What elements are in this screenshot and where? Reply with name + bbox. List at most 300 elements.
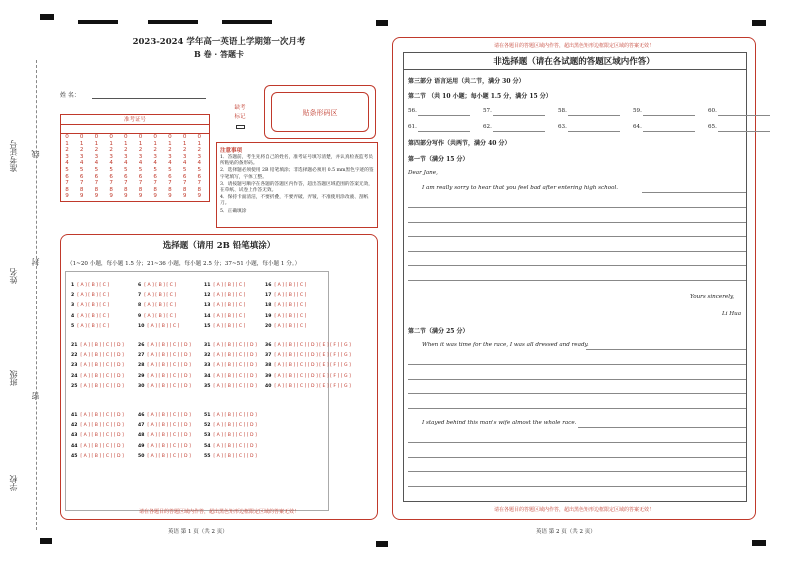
answer-row[interactable]: [204, 384, 257, 389]
digit-bubble[interactable]: 8: [168, 186, 172, 193]
corner-mark: [376, 541, 388, 547]
digit-bubble[interactable]: 0: [65, 134, 69, 140]
digit-bubble[interactable]: 6: [109, 173, 113, 180]
answer-row[interactable]: [204, 293, 245, 298]
digit-bubble[interactable]: 3: [168, 153, 172, 160]
digit-bubble[interactable]: 0: [153, 134, 157, 140]
digit-bubble[interactable]: 2: [138, 147, 143, 154]
digit-bubble[interactable]: 3: [65, 153, 69, 160]
digit-bubble[interactable]: 2: [153, 147, 157, 154]
question-number: 6: [138, 283, 142, 288]
writing-line[interactable]: [408, 408, 746, 409]
answer-row[interactable]: [138, 283, 176, 288]
blank-line[interactable]: [643, 131, 695, 132]
digit-bubble[interactable]: 9: [65, 193, 69, 200]
answer-options[interactable]: [ A ] [ B ] [ C ]: [77, 303, 110, 309]
digit-bubble[interactable]: 4: [168, 160, 172, 167]
digit-bubble[interactable]: 5: [168, 166, 172, 173]
answer-row[interactable]: [138, 433, 191, 438]
blank-label: 60.: [708, 108, 717, 114]
digit-bubble[interactable]: 6: [153, 173, 157, 180]
name-field[interactable]: [92, 98, 206, 99]
answer-options[interactable]: [ A ] [ B ] [ C ]: [213, 323, 246, 329]
digit-bubble[interactable]: 0: [124, 134, 128, 140]
digit-column[interactable]: [106, 134, 116, 200]
digit-bubble[interactable]: 7: [168, 180, 172, 187]
digit-bubble[interactable]: 7: [182, 180, 187, 187]
blank-line[interactable]: [418, 131, 470, 132]
digit-bubble[interactable]: 5: [79, 166, 84, 173]
answer-options[interactable]: [ A ] [ B ] [ C ] [ D ]: [80, 373, 124, 379]
answer-options[interactable]: [ A ] [ B ] [ C ] [ D ]: [147, 413, 191, 418]
answer-options[interactable]: [ A ] [ B ] [ C ]: [274, 303, 307, 309]
answer-options[interactable]: [ A ] [ B ] [ C ]: [213, 283, 246, 288]
answer-row[interactable]: [204, 343, 257, 348]
answer-row[interactable]: [71, 444, 124, 449]
digit-bubble[interactable]: 8: [79, 186, 84, 193]
right-bottom-warning: 请在各题目的答题区域内作答，超出黑色矩形边框限定区域的答案无效！: [493, 507, 654, 513]
digit-bubble[interactable]: 3: [197, 153, 202, 160]
answer-options[interactable]: [ A ] [ B ] [ C ] [ D ]: [80, 343, 124, 348]
question-number: 25: [71, 383, 78, 389]
question-number: 42: [71, 423, 78, 429]
answer-options[interactable]: [ A ] [ B ] [ C ] [ D ]: [213, 443, 257, 449]
blank-line[interactable]: [718, 131, 770, 132]
answer-row[interactable]: [204, 303, 245, 308]
registration-mark: [222, 20, 272, 24]
digit-column[interactable]: [91, 134, 101, 200]
digit-bubble[interactable]: 7: [124, 180, 128, 187]
answer-row[interactable]: [265, 303, 306, 308]
digit-bubble[interactable]: 7: [65, 180, 69, 187]
blank-line[interactable]: [643, 115, 695, 116]
question-number: 43: [71, 433, 78, 439]
writing-line[interactable]: [408, 280, 746, 281]
digit-bubble[interactable]: 4: [197, 160, 202, 167]
notes-list: [220, 155, 374, 215]
answer-row[interactable]: [204, 444, 257, 449]
digit-bubble[interactable]: 1: [79, 140, 84, 147]
digit-bubble[interactable]: 9: [124, 193, 128, 200]
side-label-class: 班级: [9, 370, 18, 386]
digit-bubble[interactable]: 1: [124, 140, 128, 147]
answer-row[interactable]: [204, 374, 257, 379]
digit-bubble[interactable]: 5: [65, 166, 69, 173]
answer-row[interactable]: [138, 303, 176, 308]
digit-bubble[interactable]: 9: [182, 193, 187, 200]
answer-row[interactable]: [138, 444, 191, 449]
answer-row[interactable]: [71, 343, 124, 348]
digit-bubble[interactable]: 9: [197, 193, 202, 200]
question-number: 20: [265, 323, 272, 329]
digit-column[interactable]: [165, 134, 175, 200]
answer-row[interactable]: [138, 363, 191, 368]
answer-row[interactable]: [138, 413, 191, 418]
answer-options[interactable]: [ A ] [ B ] [ C ]: [274, 313, 307, 319]
writing-line[interactable]: [408, 222, 746, 223]
digit-bubble[interactable]: 9: [79, 193, 84, 200]
answer-options[interactable]: [ A ] [ B ] [ C ]: [77, 293, 110, 299]
answer-options[interactable]: [ A ] [ B ] [ C ] [ D ] [ E ] [ F ] [ G ]: [274, 383, 351, 389]
digit-bubble[interactable]: 8: [153, 186, 157, 193]
digit-bubble[interactable]: 5: [94, 166, 99, 173]
digit-bubble[interactable]: 2: [94, 147, 99, 154]
writing-line[interactable]: [408, 442, 746, 443]
answer-row[interactable]: [71, 363, 124, 368]
answer-options[interactable]: [ A ] [ B ] [ C ]: [213, 293, 246, 299]
binding-line: [36, 60, 37, 530]
answer-row[interactable]: [138, 454, 191, 459]
digit-bubble[interactable]: 4: [79, 160, 84, 167]
answer-options[interactable]: [ A ] [ B ] [ C ]: [274, 293, 307, 299]
choice-instruction: （1~20 小题，每小题 1.5 分；21~36 小题，每小题 2.5 分；37~51 小题，每小题 1 分。）: [67, 261, 301, 267]
digit-bubble[interactable]: 6: [124, 173, 128, 180]
digit-bubble[interactable]: 6: [197, 173, 202, 180]
answer-row[interactable]: [138, 324, 179, 329]
digit-bubble[interactable]: 5: [182, 166, 187, 173]
question-number: 32: [204, 353, 211, 359]
question-number: 49: [138, 443, 145, 449]
registration-mark: [148, 20, 198, 24]
digit-bubble[interactable]: 5: [153, 166, 157, 173]
barcode-area: [264, 85, 376, 139]
blank-line[interactable]: [493, 131, 545, 132]
answer-row[interactable]: [204, 433, 257, 438]
answer-options[interactable]: [ A ] [ B ] [ C ] [ D ]: [213, 353, 257, 359]
answer-row[interactable]: [265, 314, 306, 319]
digit-bubble[interactable]: 6: [138, 173, 143, 180]
blank-line[interactable]: [493, 115, 545, 116]
digit-bubble[interactable]: 8: [182, 186, 187, 193]
digit-bubble[interactable]: 1: [168, 140, 172, 147]
answer-options[interactable]: [ A ] [ B ] [ C ]: [144, 293, 177, 299]
digit-bubble[interactable]: 2: [168, 147, 172, 154]
writing-line[interactable]: [408, 393, 746, 394]
answer-options[interactable]: [ A ] [ B ] [ C ] [ D ]: [213, 363, 257, 369]
blank-line[interactable]: [718, 115, 770, 116]
writing-section1-heading: 第一节（满分 15 分）: [408, 156, 469, 163]
digit-bubble[interactable]: 3: [109, 153, 113, 160]
answer-row[interactable]: [138, 384, 191, 389]
digit-bubble[interactable]: 6: [182, 173, 187, 180]
answer-options[interactable]: [ A ] [ B ] [ C ] [ D ]: [80, 453, 124, 459]
question-number: 16: [265, 283, 272, 288]
card-subtitle: B 卷 · 答题卡: [194, 49, 244, 59]
digit-bubble[interactable]: 4: [94, 160, 99, 167]
answer-row[interactable]: [71, 374, 124, 379]
digit-bubble[interactable]: 7: [138, 180, 143, 187]
digit-bubble[interactable]: 0: [79, 134, 84, 140]
digit-bubble[interactable]: 3: [138, 153, 143, 160]
letter-signature: Li Hua: [722, 311, 742, 317]
digit-column[interactable]: [62, 134, 72, 200]
answer-options[interactable]: [ A ] [ B ] [ C ] [ D ]: [213, 373, 257, 379]
digit-bubble[interactable]: 5: [138, 166, 143, 173]
notes-box: [216, 142, 378, 228]
digit-bubble[interactable]: 8: [94, 186, 99, 193]
digit-bubble[interactable]: 3: [79, 153, 84, 160]
answer-options[interactable]: [ A ] [ B ] [ C ] [ D ]: [213, 453, 257, 459]
answer-row[interactable]: [71, 303, 109, 308]
answer-options[interactable]: [ A ] [ B ] [ C ] [ D ] [ E ] [ F ] [ G ]: [274, 353, 351, 359]
answer-row[interactable]: [265, 353, 351, 358]
digit-bubble[interactable]: 2: [182, 147, 187, 154]
writing-line[interactable]: [408, 236, 746, 237]
digit-bubble[interactable]: 7: [109, 180, 113, 187]
answer-options[interactable]: [ A ] [ B ] [ C ] [ D ] [ E ] [ F ] [ G ]: [274, 343, 351, 348]
writing-line[interactable]: [408, 364, 746, 365]
blank-line[interactable]: [418, 115, 470, 116]
answer-row[interactable]: [204, 324, 245, 329]
answer-row[interactable]: [71, 293, 109, 298]
answer-row[interactable]: [138, 343, 191, 348]
answer-options[interactable]: [ A ] [ B ] [ C ] [ D ]: [80, 423, 124, 429]
digit-bubble[interactable]: 9: [138, 193, 143, 200]
question-number: 7: [138, 293, 142, 299]
digit-bubble[interactable]: 2: [109, 147, 113, 154]
question-number: 21: [71, 343, 78, 348]
digit-bubble[interactable]: 8: [124, 186, 128, 193]
digit-bubble[interactable]: 9: [94, 193, 99, 200]
question-number: 15: [204, 323, 211, 329]
digit-bubble[interactable]: 4: [153, 160, 157, 167]
digit-bubble[interactable]: 6: [65, 173, 69, 180]
writing-line[interactable]: [408, 471, 746, 472]
digit-bubble[interactable]: 6: [79, 173, 84, 180]
answer-row[interactable]: [265, 293, 306, 298]
answer-options[interactable]: [ A ] [ B ] [ C ] [ D ]: [147, 423, 191, 429]
answer-row[interactable]: [265, 343, 351, 348]
digit-bubble[interactable]: 0: [109, 134, 113, 140]
answer-area: [403, 52, 747, 502]
answer-options[interactable]: [ A ] [ B ] [ C ] [ D ]: [147, 443, 191, 449]
answer-options[interactable]: [ A ] [ B ] [ C ] [ D ]: [213, 383, 257, 389]
answer-options[interactable]: [ A ] [ B ] [ C ]: [213, 303, 246, 309]
writing-line[interactable]: [578, 427, 746, 428]
question-number: 40: [265, 383, 272, 389]
digit-column[interactable]: [121, 134, 131, 200]
side-label-line: 线: [31, 150, 40, 158]
answer-options[interactable]: [ A ] [ B ] [ C ] [ D ]: [80, 443, 124, 449]
answer-row[interactable]: [265, 374, 351, 379]
answer-options[interactable]: [ A ] [ B ] [ C ] [ D ]: [80, 383, 124, 389]
digit-column[interactable]: [136, 134, 146, 200]
digit-bubble[interactable]: 4: [109, 160, 113, 167]
digit-bubble[interactable]: 9: [153, 193, 157, 200]
answer-options[interactable]: [ A ] [ B ] [ C ]: [213, 313, 246, 319]
question-number: 45: [71, 453, 78, 459]
answer-row[interactable]: [71, 423, 124, 428]
answer-options[interactable]: [ A ] [ B ] [ C ] [ D ]: [80, 363, 124, 369]
answer-row[interactable]: [265, 324, 306, 329]
side-label-seal: 封: [31, 258, 40, 266]
answer-options[interactable]: [ A ] [ B ] [ C ]: [147, 323, 180, 329]
digit-bubble[interactable]: 4: [124, 160, 128, 167]
answer-options[interactable]: [ A ] [ B ] [ C ] [ D ]: [147, 433, 191, 439]
digit-column[interactable]: [194, 134, 204, 200]
answer-options[interactable]: [ A ] [ B ] [ C ] [ D ]: [147, 343, 191, 348]
exam-id-label: 准考证号: [61, 115, 209, 125]
digit-bubble[interactable]: 6: [168, 173, 172, 180]
answer-options[interactable]: [ A ] [ B ] [ C ]: [274, 323, 307, 329]
answer-row[interactable]: [204, 413, 257, 418]
digit-bubble[interactable]: 8: [138, 186, 143, 193]
note-item: 5．正确填涂: [220, 208, 247, 214]
answer-options[interactable]: [ A ] [ B ] [ C ] [ D ]: [147, 383, 191, 389]
answer-options[interactable]: [ A ] [ B ] [ C ] [ D ]: [147, 353, 191, 359]
registration-mark: [78, 20, 118, 24]
digit-bubble[interactable]: 9: [168, 193, 172, 200]
answer-row[interactable]: [204, 353, 257, 358]
answer-row[interactable]: [204, 283, 245, 288]
answer-options[interactable]: [ A ] [ B ] [ C ]: [77, 323, 110, 329]
digit-column[interactable]: [150, 134, 160, 200]
question-number: 18: [265, 303, 272, 309]
answer-row[interactable]: [71, 324, 109, 329]
question-number: 10: [138, 323, 145, 329]
answer-row[interactable]: [138, 353, 191, 358]
digit-bubble[interactable]: 1: [182, 140, 187, 147]
answer-row[interactable]: [265, 384, 351, 389]
digit-bubble[interactable]: 7: [153, 180, 157, 187]
digit-bubble[interactable]: 0: [168, 134, 172, 140]
digit-bubble[interactable]: 9: [109, 193, 113, 200]
digit-bubble[interactable]: 0: [138, 134, 143, 140]
digit-bubble[interactable]: 4: [65, 160, 69, 167]
digit-bubble[interactable]: 0: [182, 134, 187, 140]
question-number: 31: [204, 343, 211, 348]
digit-bubble[interactable]: 1: [153, 140, 157, 147]
digit-bubble[interactable]: 3: [153, 153, 157, 160]
absent-checkbox[interactable]: [236, 125, 245, 129]
note-item: 1．答题前，考生先将自己的姓名，准考证号填写清楚，并认真检查监考员所粘贴的条形码。: [220, 155, 373, 167]
digit-bubble[interactable]: 1: [138, 140, 143, 147]
digit-column[interactable]: [180, 134, 190, 200]
answer-row[interactable]: [71, 384, 124, 389]
digit-bubble[interactable]: 4: [182, 160, 187, 167]
exam-id-entry-row[interactable]: [61, 125, 209, 134]
answer-row[interactable]: [204, 423, 257, 428]
answer-options[interactable]: [ A ] [ B ] [ C ]: [77, 313, 110, 319]
question-number: 26: [138, 343, 145, 348]
answer-row[interactable]: [138, 423, 191, 428]
answer-options[interactable]: [ A ] [ B ] [ C ] [ D ]: [213, 433, 257, 439]
digit-bubble[interactable]: 1: [197, 140, 202, 147]
answer-row[interactable]: [71, 314, 109, 319]
writing-line[interactable]: [408, 265, 746, 266]
question-number: 37: [265, 353, 272, 359]
answer-options[interactable]: [ A ] [ B ] [ C ]: [77, 283, 110, 288]
answer-row[interactable]: [71, 433, 124, 438]
answer-options[interactable]: [ A ] [ B ] [ C ]: [144, 303, 177, 309]
writing-line[interactable]: [408, 457, 746, 458]
answer-row[interactable]: [138, 293, 176, 298]
writing-line[interactable]: [586, 349, 746, 350]
blank-line[interactable]: [568, 115, 620, 116]
digit-bubble[interactable]: 1: [94, 140, 99, 147]
answer-row[interactable]: [138, 314, 176, 319]
question-number: 4: [71, 313, 75, 319]
digit-bubble[interactable]: 4: [138, 160, 143, 167]
answer-options[interactable]: [ A ] [ B ] [ C ]: [274, 283, 307, 288]
digit-bubble[interactable]: 1: [65, 140, 69, 147]
answer-options[interactable]: [ A ] [ B ] [ C ]: [144, 283, 177, 288]
answer-options[interactable]: [ A ] [ B ] [ C ] [ D ] [ E ] [ F ] [ G ]: [274, 373, 351, 379]
answer-options[interactable]: [ A ] [ B ] [ C ] [ D ]: [213, 343, 257, 348]
answer-options[interactable]: [ A ] [ B ] [ C ] [ D ]: [147, 373, 191, 379]
answer-row[interactable]: [71, 413, 124, 418]
answer-row[interactable]: [204, 454, 257, 459]
digit-bubble[interactable]: 7: [197, 180, 202, 187]
digit-bubble[interactable]: 8: [197, 186, 202, 193]
digit-bubble[interactable]: 2: [65, 147, 69, 154]
digit-bubble[interactable]: 2: [124, 147, 128, 154]
answer-row[interactable]: [138, 374, 191, 379]
part3-heading: 第三部分 语言运用（共二节，满分 30 分）: [408, 78, 525, 85]
letter-start: I am really sorry to hear that you feel bad after entering high school.: [422, 185, 619, 191]
question-number: 41: [71, 413, 78, 418]
digit-bubble[interactable]: 6: [94, 173, 99, 180]
answer-options[interactable]: [ A ] [ B ] [ C ] [ D ]: [80, 413, 124, 418]
answer-row[interactable]: [71, 283, 109, 288]
digit-bubble[interactable]: 8: [109, 186, 113, 193]
digit-bubble[interactable]: 3: [124, 153, 128, 160]
blank-line[interactable]: [568, 131, 620, 132]
answer-row[interactable]: [204, 314, 245, 319]
corner-mark: [40, 14, 54, 20]
right-top-warning: 请在各题目的答题区域内作答，超出黑色矩形边框限定区域的答案无效！: [493, 43, 654, 49]
digit-bubble[interactable]: 0: [94, 134, 99, 140]
blank-label: 56.: [408, 108, 417, 114]
digit-bubble[interactable]: 5: [109, 166, 113, 173]
answer-options[interactable]: [ A ] [ B ] [ C ] [ D ]: [147, 453, 191, 459]
digit-bubble[interactable]: 2: [197, 147, 202, 154]
digit-bubble[interactable]: 7: [94, 180, 99, 187]
question-number: 53: [204, 433, 211, 439]
question-number: 51: [204, 413, 211, 418]
answer-row[interactable]: [71, 454, 124, 459]
answer-row[interactable]: [265, 363, 351, 368]
writing-line[interactable]: [408, 486, 746, 487]
answer-options[interactable]: [ A ] [ B ] [ C ] [ D ]: [213, 413, 257, 418]
writing-line[interactable]: [408, 379, 746, 380]
digit-bubble[interactable]: 3: [94, 153, 99, 160]
answer-row[interactable]: [265, 283, 306, 288]
writing-line[interactable]: [408, 207, 746, 208]
writing-line[interactable]: [408, 251, 746, 252]
answer-options[interactable]: [ A ] [ B ] [ C ] [ D ]: [213, 423, 257, 429]
digit-bubble[interactable]: 3: [182, 153, 187, 160]
digit-bubble[interactable]: 0: [197, 134, 202, 140]
answer-options[interactable]: [ A ] [ B ] [ C ] [ D ]: [147, 363, 191, 369]
digit-bubble[interactable]: 5: [124, 166, 128, 173]
answer-options[interactable]: [ A ] [ B ] [ C ] [ D ] [ E ] [ F ] [ G ]: [274, 363, 351, 369]
question-number: 23: [71, 363, 78, 369]
divider: [403, 69, 746, 70]
digit-bubble[interactable]: 2: [79, 147, 84, 154]
digit-bubble[interactable]: 5: [197, 166, 202, 173]
answer-options[interactable]: [ A ] [ B ] [ C ] [ D ]: [80, 433, 124, 439]
answer-row[interactable]: [71, 353, 124, 358]
digit-column[interactable]: [77, 134, 87, 200]
writing-line[interactable]: [642, 192, 746, 193]
answer-row[interactable]: [204, 363, 257, 368]
digit-bubble[interactable]: 7: [79, 180, 84, 187]
digit-bubble[interactable]: 1: [109, 140, 113, 147]
digit-bubble[interactable]: 8: [65, 186, 69, 193]
answer-options[interactable]: [ A ] [ B ] [ C ] [ D ]: [80, 353, 124, 359]
answer-options[interactable]: [ A ] [ B ] [ C ]: [144, 313, 177, 319]
